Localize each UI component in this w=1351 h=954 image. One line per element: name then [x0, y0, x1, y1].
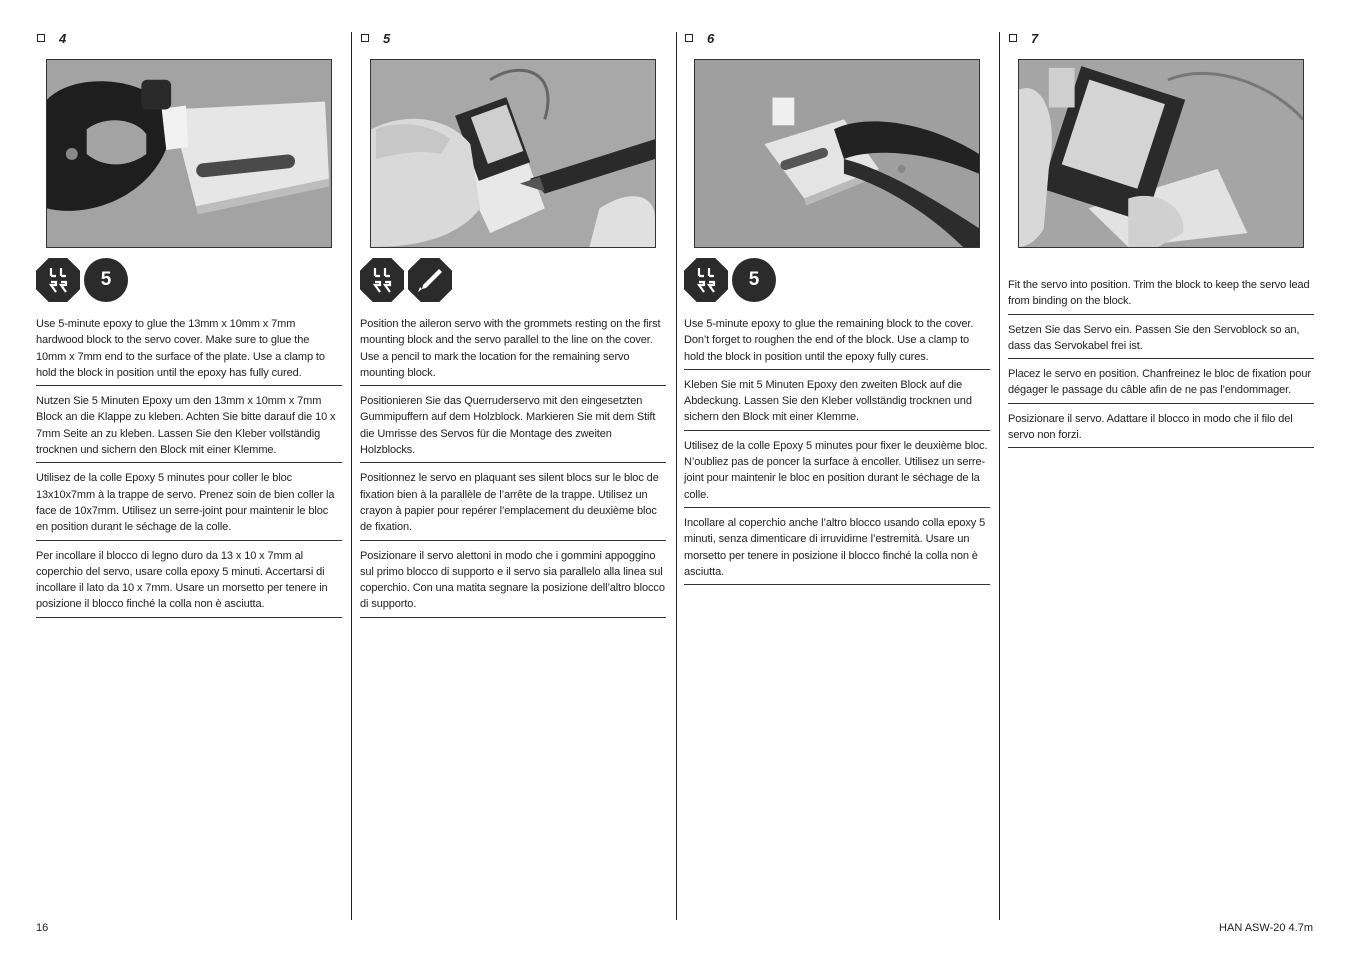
column-divider [999, 32, 1000, 920]
step-7-column [1008, 28, 1314, 920]
step-number: 6 [707, 30, 715, 46]
instruction-en: Use 5-minute epoxy to glue the remaining block to the cover. Don’t forget to roughen the end of the block. Use a clamp to hold the block in position until the epoxy fully cures. [684, 316, 990, 370]
step-icons [360, 258, 666, 302]
step-4-column [36, 28, 342, 920]
step-icons [684, 258, 990, 302]
step-text [684, 316, 990, 585]
five-minute-icon: 5 [84, 258, 128, 302]
glue-icon [684, 258, 728, 302]
instruction-fr: Placez le servo en position. Chanfreinez le bloc de fixation pour dégager le passage du câble afin de ne pas l’endommager. [1008, 366, 1314, 404]
glue-icon [360, 258, 404, 302]
instruction-de: Positionieren Sie das Querruderservo mit den eingesetzten Gummipuffern auf dem Holzblock. Markieren Sie mit dem Stift die Umrisse des Servos für die Montage des zweiten Holzblocks. [360, 393, 666, 463]
instruction-de: Kleben Sie mit 5 Minuten Epoxy den zweiten Block auf die Abdeckung. Lassen Sie den Kleber vollständig trocknen und sichern den Block mit einer Klemme. [684, 377, 990, 431]
step-header [360, 28, 666, 48]
instruction-it: Posizionare il servo alettoni in modo che i gommini appoggino sul primo blocco di supporto e il servo sia parallelo alla linea sul coperchio. Con una matita segnare la posizione dell’altro blocco di supporto. [360, 548, 666, 618]
step-header [36, 28, 342, 48]
step-header [1008, 28, 1314, 48]
instruction-en: Fit the servo into position. Trim the block to keep the servo lead from binding on the block. [1008, 277, 1314, 315]
step-6-column [684, 28, 990, 920]
step-checkbox[interactable] [1009, 34, 1017, 42]
instruction-en: Position the aileron servo with the grommets resting on the first mounting block and the servo parallel to the line on the cover. Use a pencil to mark the location for the remaining servo mounting block. [360, 316, 666, 386]
step-header [684, 28, 990, 48]
step-icons [36, 258, 342, 302]
step-5-column [360, 28, 666, 920]
pencil-icon [408, 258, 452, 302]
five-minute-icon: 5 [732, 258, 776, 302]
instruction-fr: Utilisez de la colle Epoxy 5 minutes pour fixer le deuxième bloc. N’oubliez pas de poncer la surface à encoller. Utilisez un serre-joint pour maintenir le bloc en position durant le séchage de la colle. [684, 438, 990, 508]
instruction-fr: Utilisez de la colle Epoxy 5 minutes pour coller le bloc 13x10x7mm à la trappe de servo. Prenez soin de bien coller la face de 10x7mm. Utilisez un serre-joint pour maintenir le bloc en position durant le séchage de la colle. [36, 470, 342, 540]
step-checkbox[interactable] [361, 34, 369, 42]
step-number: 5 [383, 30, 391, 46]
instruction-it: Incollare al coperchio anche l’altro blocco usando colla epoxy 5 minuti, senza dimenticare di irruvidirne l’estremità. Usare un morsetto per tenere in posizione il blocco finché la colla non è asciutta. [684, 515, 990, 585]
page-number: 16 [36, 922, 49, 934]
column-divider [676, 32, 677, 920]
step-number: 4 [59, 30, 67, 46]
instruction-de: Nutzen Sie 5 Minuten Epoxy um den 13mm x 10mm x 7mm Block an die Klappe zu kleben. Achten Sie bitte darauf die 10 x 7mm Seite an zu kleben. Lassen Sie den Kleber vollständig trocknen und sichern den Block mit einer Klemme. [36, 393, 342, 463]
column-divider [351, 32, 352, 920]
step-photo-pencil-servo [370, 59, 656, 248]
step-photo-servo-fitted [1018, 59, 1304, 248]
instruction-de: Setzen Sie das Servo ein. Passen Sie den Servoblock so an, dass das Servokabel frei ist. [1008, 322, 1314, 360]
step-text [1008, 277, 1314, 448]
step-photo-clamp-block [46, 59, 332, 248]
glue-icon [36, 258, 80, 302]
instruction-fr: Positionnez le servo en plaquant ses silent blocs sur le bloc de fixation bien à la parallèle de l’arrête de la trappe. Utilisez un crayon à papier pour repérer l’emplacement du deuxième bloc de fixation. [360, 470, 666, 540]
step-checkbox[interactable] [685, 34, 693, 42]
instruction-en: Use 5-minute epoxy to glue the 13mm x 10mm x 7mm hardwood block to the servo cover. Make sure to glue the 10mm x 7mm end to the surface of the plate. Use a clamp to hold the block in position until the epoxy has fully cured. [36, 316, 342, 386]
step-text [36, 316, 342, 618]
instruction-it: Per incollare il blocco di legno duro da 13 x 10 x 7mm al coperchio del servo, usare colla epoxy 5 minuti. Accertarsi di incollare il lato da 10 x 7mm. Usare un morsetto per tenere in posizione il blocco finché la colla non è asciutta. [36, 548, 342, 618]
document-title: HAN ASW-20 4.7m [1219, 922, 1313, 934]
step-photo-second-block-clamp [694, 59, 980, 248]
step-text [360, 316, 666, 618]
step-checkbox[interactable] [37, 34, 45, 42]
step-number: 7 [1031, 30, 1039, 46]
instruction-it: Posizionare il servo. Adattare il blocco in modo che il filo del servo non forzi. [1008, 411, 1314, 449]
